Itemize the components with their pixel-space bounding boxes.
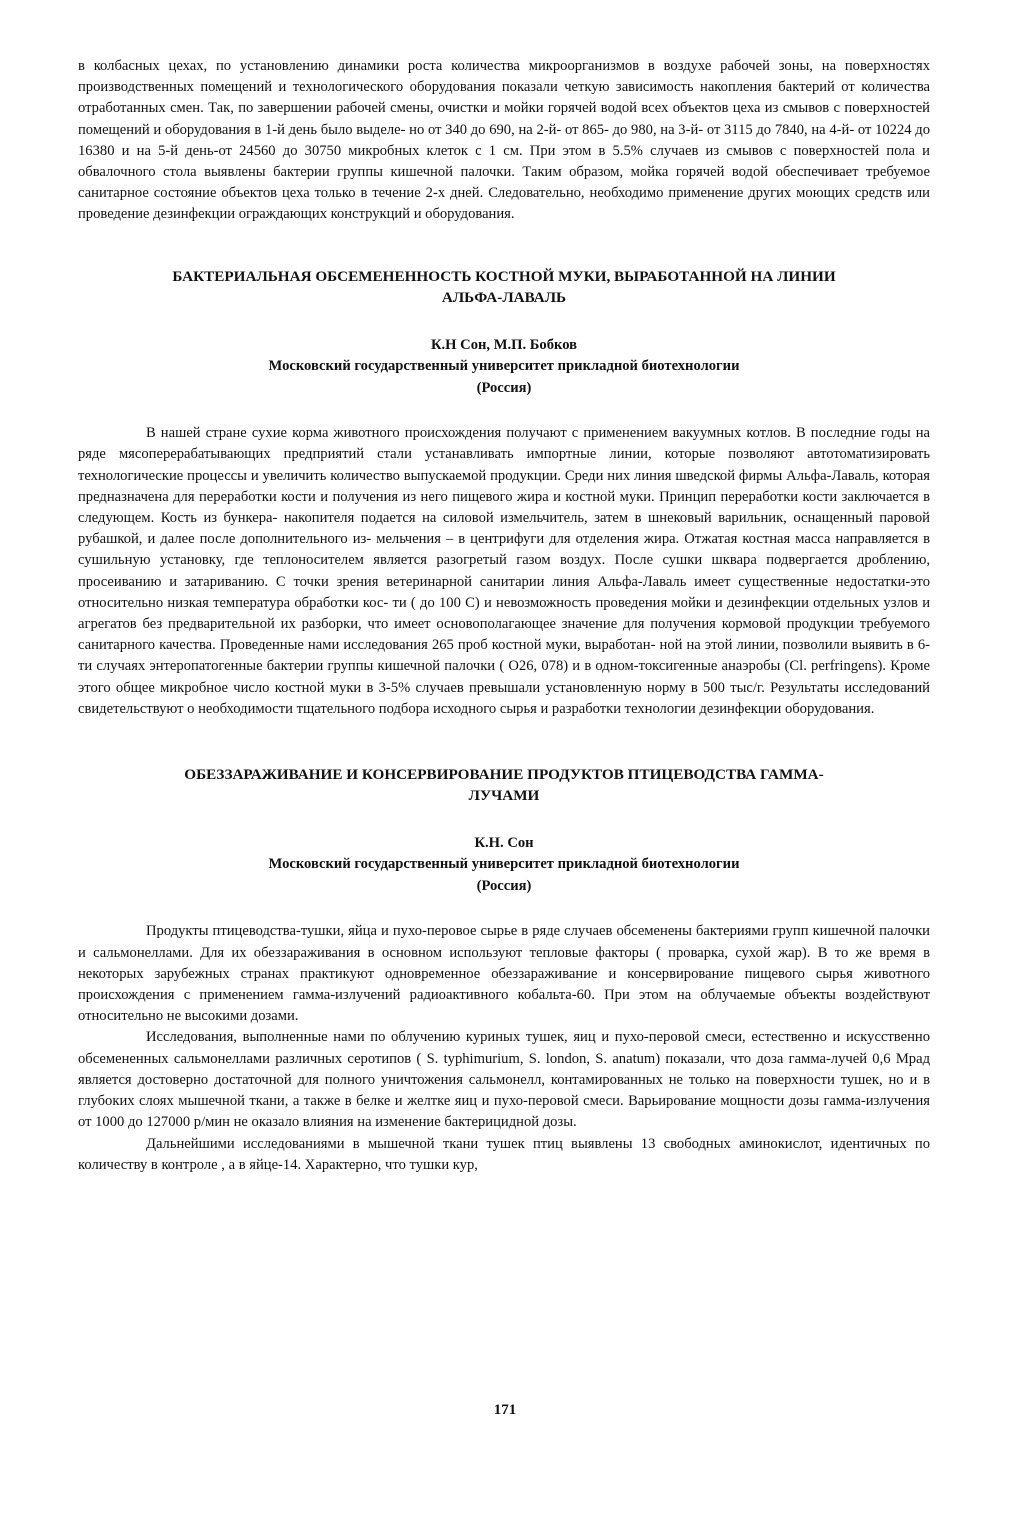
intro-paragraph: в колбасных цехах, по установлению динамики роста количества микроорганизмов в воздухе рабочей зоны, на поверхностях производственных помещений и технологического оборудования показали четкую зависимость накопления бактерий от количества отработанных смен. Так, по завершении рабочей смены, очистки и мойки горячей водой всех объектов цеха из смывов с поверхностей помещений и оборудования в 1-й день было выделе- но от 340 до 690, на 2-й- от 865- до 980, на 3-й- от 3115 до 7840, на 4-й- от 10224 до 16380 и на 5-й день-от 24560 до 30750 микробных клеток с 1 см. При этом в 5.5% случаев из смывов с поверхностей пола и обвалочного стола выявлены бактерии группы кишечной палочки. Таким образом, мойка горячей водой обеспечивает требуемое санитарное состояние объектов цеха только в течение 2-х дней. Следовательно, необходимо применение других моющих средств или проведение дезинфекции ограждающих конструкций и оборудования.	[78, 58, 930, 223]
body-paragraph: Продукты птицеводства-тушки, яйца и пухо-перовое сырье в ряде случаев обсеменены бактериями групп кишечной палочки и сальмонеллами. Для их обеззараживания в основном используют тепловые факторы ( проварка, сухой жар). В то же время в некоторых зарубежных странах практикуют одновременное обеззараживание и консервирование пищевого сырья животного происхождения с применением гамма-излучений радиоактивного кобальта-60. При этом на облучаемые объекты воздействуют относительно не высокими дозами.	[78, 923, 930, 1025]
authors: К.Н Сон, М.П. Бобков	[430, 336, 578, 353]
section-title-line: ЛУЧАМИ	[468, 786, 540, 804]
authors: К.Н. Сон	[474, 834, 534, 851]
affiliation: Московский государственный университет прикладной биотехнологии	[268, 358, 740, 375]
body-paragraph: Дальнейшими исследованиями в мышечной ткани тушек птиц выявлены 13 свободных аминокислот, идентичных по количеству в контроле , а в яйце-14. Характерно, что тушки кур,	[78, 1135, 930, 1173]
section-gamma-rays	[78, 764, 930, 1176]
country: (Россия)	[476, 379, 532, 396]
section-title	[78, 764, 930, 806]
section-title-line: АЛЬФА-ЛАВАЛЬ	[441, 288, 567, 306]
byline	[78, 833, 930, 898]
byline	[78, 335, 930, 400]
page-number: 171	[493, 1402, 517, 1418]
affiliation: Московский государственный университет прикладной биотехнологии	[268, 856, 740, 873]
body-paragraph: В нашей стране сухие корма животного происхождения получают с применением вакуумных котлов. В последние годы на ряде мясоперерабатывающих предприятий стали устанавливать импортные линии, которые позволяют автотоматизировать технологические процессы и увеличить количество выпускаемой продукции. Среди них линия шведской фирмы Альфа-Лаваль, которая предназначена для переработки кости и получения из него пищевого жира и костной муки. Принцип переработки кости заключается в следующем. Кость из бункера- накопителя подается на силовой измельчитель, затем в шнековый варильник, оснащенный паровой рубашкой, и далее после дополнительного из- мельчения – в центрифуги для отделения жира. Отжатая костная масса направляется в сушильную установку, где теплоносителем является разогретый газом воздух. После сушки шквара подвергается дроблению, просеиванию и затариванию. С точки зрения ветеринарной санитарии линия Альфа-Лаваль имеет существенные недостатки-это относительно низкая температура обработки кос- ти ( до 100 С) и невозможность проведения мойки и дезинфекции отдельных узлов и агрегатов без предварительной их разборки, что имеет основополагающее значение для получения кормовой продукции требуемого санитарного качества. Проведенные нами исследования 265 проб костной муки, выработан- ной на этой линии, позволили выявить в 6-ти случаях энтеропатогенные бактерии группы кишечной палочки ( О26, 078) и в одном-токсигенные анаэробы (Cl. perfringens). Кроме этого общее микробное число костной муки в 3-5% случаев превышали установленную норму в 500 тыс/г. Результаты исследований свидетельствуют о необходимости тщательного подбора исходного сырья и разработки технологии дезинфекции оборудования.	[78, 425, 930, 717]
body-paragraph: Исследования, выполненные нами по облучению куриных тушек, яиц и пухо-перовой смеси, естественно и искусственно обсемененных сальмонеллами различных серотипов ( S. typhimurium, S. london, S. anatum) показали, что доза гамма-лучей 0,6 Мрад является достоверно достаточной для полного уничтожения сальмонелл, контамированных не только на поверхности тушек, но и в глубоких слоях мышечной ткани, а также в белке и желтке яиц и пухо-перовой смеси. Варьирование мощности дозы гамма-излучения от 1000 до 127000 р/мин не оказало влияния на изменение бактерицидной дозы.	[78, 1029, 930, 1131]
section-bone-meal	[78, 266, 930, 720]
section-title-line: БАКТЕРИАЛЬНАЯ ОБСЕМЕНЕННОСТЬ КОСТНОЙ МУКИ, ВЫРАБОТАННОЙ НА ЛИНИИ	[172, 267, 836, 285]
country: (Россия)	[476, 877, 532, 894]
document-page	[78, 56, 930, 1176]
section-title-line: ОБЕЗЗАРАЖИВАНИЕ И КОНСЕРВИРОВАНИЕ ПРОДУКТОВ ПТИЦЕВОДСТВА ГАММА-	[184, 765, 824, 783]
section-title	[78, 266, 930, 308]
